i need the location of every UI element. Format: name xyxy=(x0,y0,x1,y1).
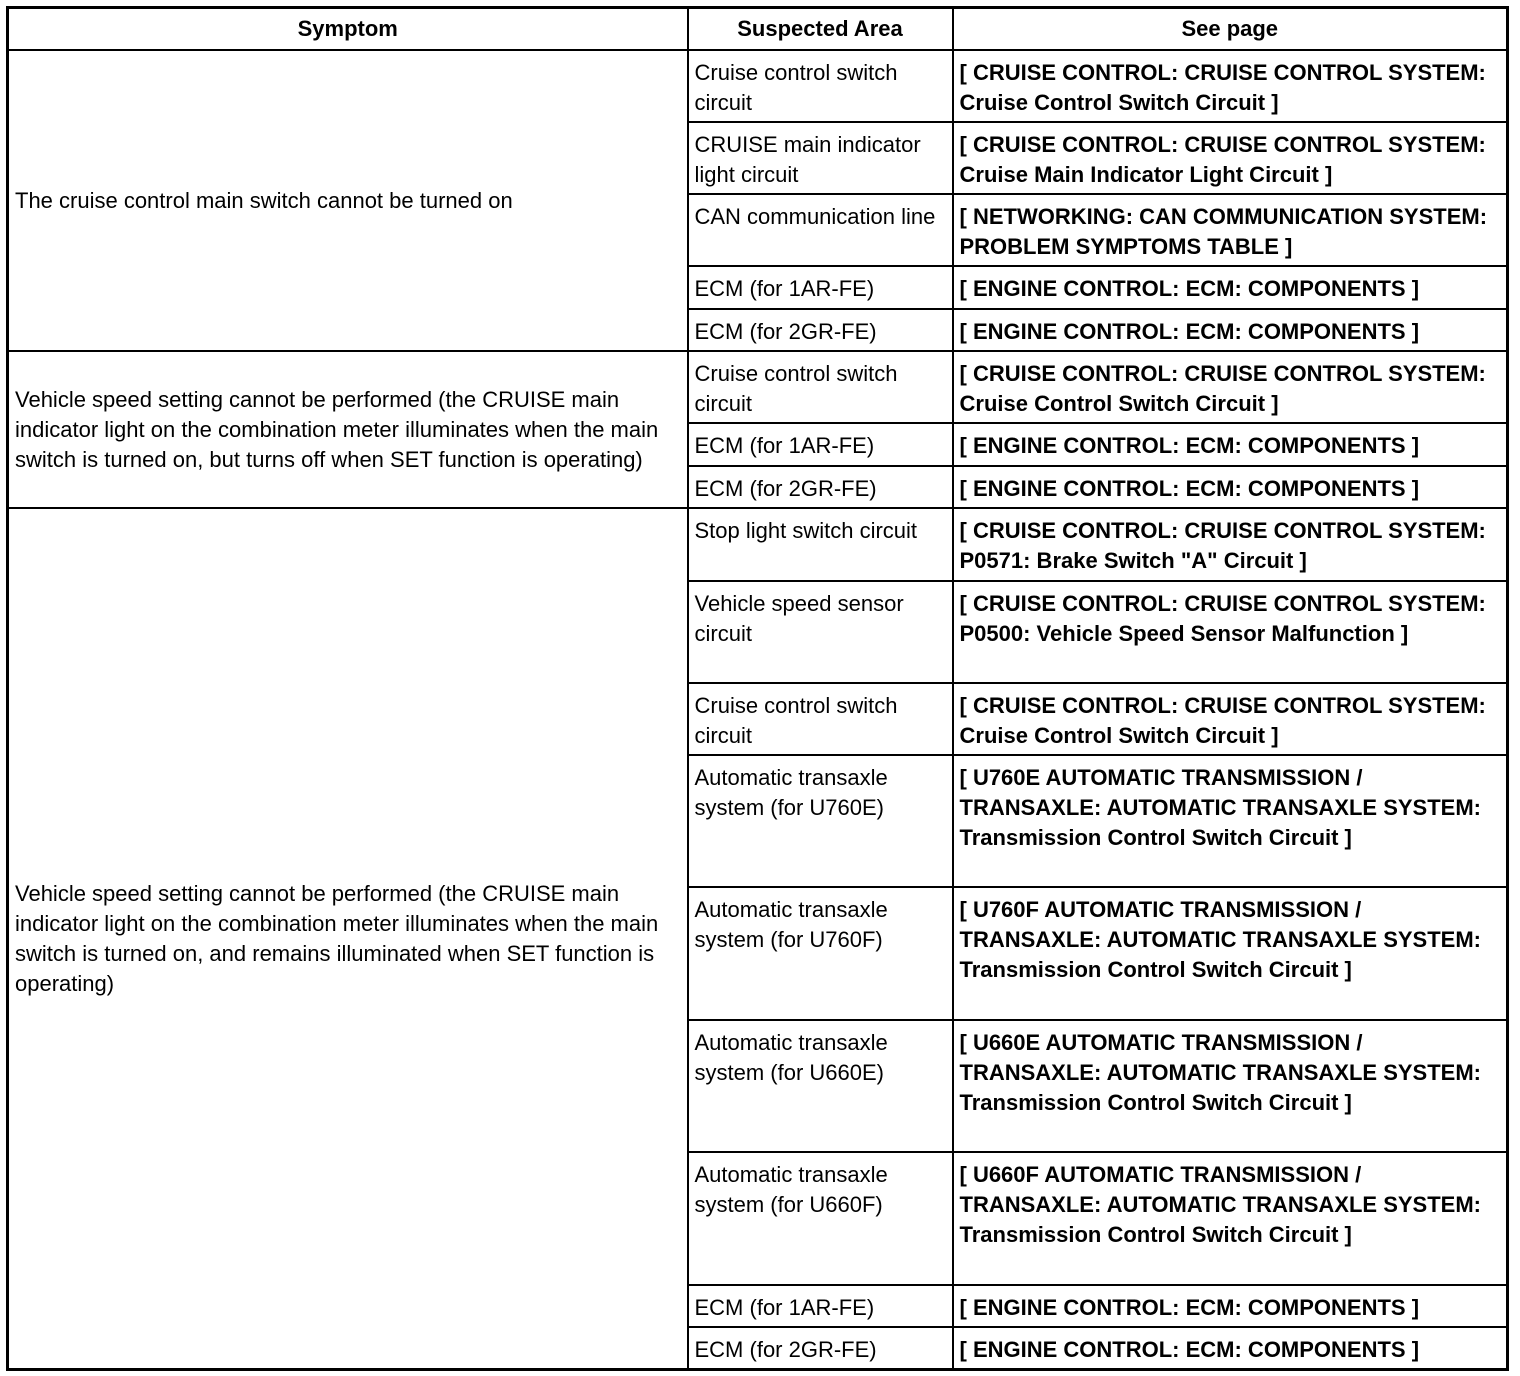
suspected-area-cell: Automatic transaxle system (for U660F) xyxy=(688,1152,953,1285)
table-row xyxy=(8,508,1508,581)
suspected-area-cell: Cruise control switch circuit xyxy=(688,683,953,755)
symptom-cell: The cruise control main switch cannot be turned on xyxy=(8,50,688,351)
see-page-link[interactable]: [ U660E AUTOMATIC TRANSMISSION / TRANSAXLE: AUTOMATIC TRANSAXLE SYSTEM: Transmission Control Switch Circuit ] xyxy=(953,1020,1508,1152)
symptom-cell: Vehicle speed setting cannot be performed (the CRUISE main indicator light on the combination meter illuminates when the main switch is turned on, and remains illuminated when SET function is operating) xyxy=(8,508,688,1370)
see-page-link[interactable]: [ ENGINE CONTROL: ECM: COMPONENTS ] xyxy=(953,309,1508,351)
header-symptom: Symptom xyxy=(8,8,688,51)
see-page-link[interactable]: [ CRUISE CONTROL: CRUISE CONTROL SYSTEM: P0571: Brake Switch "A" Circuit ] xyxy=(953,508,1508,581)
suspected-area-cell: ECM (for 1AR-FE) xyxy=(688,266,953,309)
see-page-link[interactable]: [ ENGINE CONTROL: ECM: COMPONENTS ] xyxy=(953,266,1508,309)
see-page-link[interactable]: [ ENGINE CONTROL: ECM: COMPONENTS ] xyxy=(953,466,1508,508)
suspected-area-cell: Automatic transaxle system (for U760F) xyxy=(688,887,953,1020)
suspected-area-cell: ECM (for 1AR-FE) xyxy=(688,423,953,466)
header-row xyxy=(8,8,1508,51)
see-page-link[interactable]: [ NETWORKING: CAN COMMUNICATION SYSTEM: PROBLEM SYMPTOMS TABLE ] xyxy=(953,194,1508,266)
suspected-area-cell: ECM (for 1AR-FE) xyxy=(688,1285,953,1327)
see-page-link[interactable]: [ CRUISE CONTROL: CRUISE CONTROL SYSTEM: Cruise Main Indicator Light Circuit ] xyxy=(953,122,1508,194)
table-row xyxy=(8,50,1508,122)
suspected-area-cell: ECM (for 2GR-FE) xyxy=(688,309,953,351)
header-see-page: See page xyxy=(953,8,1508,51)
see-page-link[interactable]: [ ENGINE CONTROL: ECM: COMPONENTS ] xyxy=(953,1327,1508,1370)
see-page-link[interactable]: [ U660F AUTOMATIC TRANSMISSION / TRANSAXLE: AUTOMATIC TRANSAXLE SYSTEM: Transmission Control Switch Circuit ] xyxy=(953,1152,1508,1285)
suspected-area-cell: ECM (for 2GR-FE) xyxy=(688,466,953,508)
suspected-area-cell: Vehicle speed sensor circuit xyxy=(688,581,953,683)
suspected-area-cell: Automatic transaxle system (for U660E) xyxy=(688,1020,953,1152)
table-row xyxy=(8,351,1508,423)
see-page-link[interactable]: [ ENGINE CONTROL: ECM: COMPONENTS ] xyxy=(953,1285,1508,1327)
suspected-area-cell: Cruise control switch circuit xyxy=(688,50,953,122)
header-suspected-area: Suspected Area xyxy=(688,8,953,51)
table-body xyxy=(8,50,1508,1370)
see-page-link[interactable]: [ CRUISE CONTROL: CRUISE CONTROL SYSTEM: Cruise Control Switch Circuit ] xyxy=(953,351,1508,423)
see-page-link[interactable]: [ ENGINE CONTROL: ECM: COMPONENTS ] xyxy=(953,423,1508,466)
see-page-link[interactable]: [ CRUISE CONTROL: CRUISE CONTROL SYSTEM: P0500: Vehicle Speed Sensor Malfunction ] xyxy=(953,581,1508,683)
see-page-link[interactable]: [ CRUISE CONTROL: CRUISE CONTROL SYSTEM: Cruise Control Switch Circuit ] xyxy=(953,50,1508,122)
see-page-link[interactable]: [ U760E AUTOMATIC TRANSMISSION / TRANSAXLE: AUTOMATIC TRANSAXLE SYSTEM: Transmission Control Switch Circuit ] xyxy=(953,755,1508,887)
suspected-area-cell: Cruise control switch circuit xyxy=(688,351,953,423)
symptom-cell: Vehicle speed setting cannot be performed (the CRUISE main indicator light on the combination meter illuminates when the main switch is turned on, but turns off when SET function is operating) xyxy=(8,351,688,508)
suspected-area-cell: Automatic transaxle system (for U760E) xyxy=(688,755,953,887)
see-page-link[interactable]: [ CRUISE CONTROL: CRUISE CONTROL SYSTEM: Cruise Control Switch Circuit ] xyxy=(953,683,1508,755)
suspected-area-cell: ECM (for 2GR-FE) xyxy=(688,1327,953,1370)
problem-symptoms-table xyxy=(6,6,1509,1371)
suspected-area-cell: CAN communication line xyxy=(688,194,953,266)
see-page-link[interactable]: [ U760F AUTOMATIC TRANSMISSION / TRANSAXLE: AUTOMATIC TRANSAXLE SYSTEM: Transmission Control Switch Circuit ] xyxy=(953,887,1508,1020)
suspected-area-cell: Stop light switch circuit xyxy=(688,508,953,581)
suspected-area-cell: CRUISE main indicator light circuit xyxy=(688,122,953,194)
